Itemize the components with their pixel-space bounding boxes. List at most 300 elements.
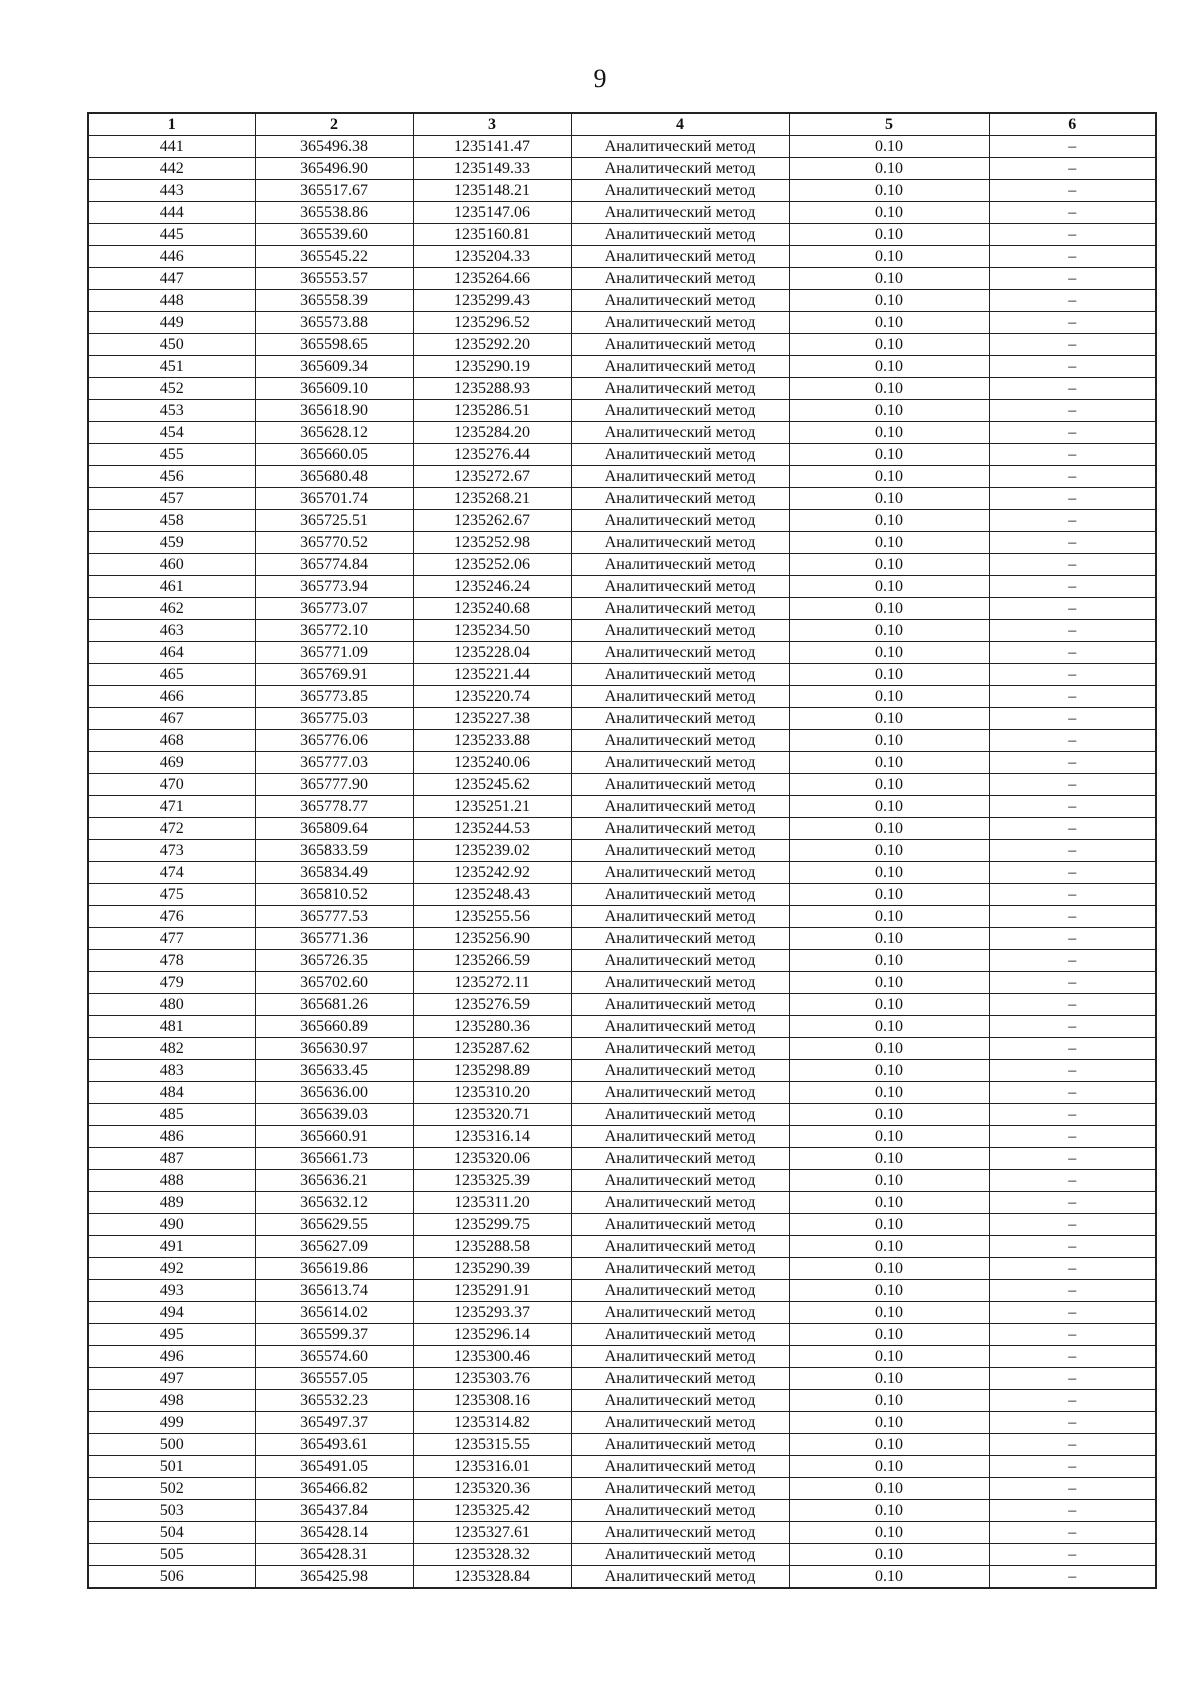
point-number-cell: 443 bbox=[88, 180, 255, 202]
x-coordinate-cell: 365437.84 bbox=[255, 1500, 413, 1522]
column-header: 1 bbox=[88, 113, 255, 136]
point-number-cell: 447 bbox=[88, 268, 255, 290]
table-row bbox=[88, 1302, 1156, 1324]
description-cell: – bbox=[989, 400, 1156, 422]
point-number-cell: 492 bbox=[88, 1258, 255, 1280]
y-coordinate-cell: 1235221.44 bbox=[413, 664, 571, 686]
y-coordinate-cell: 1235303.76 bbox=[413, 1368, 571, 1390]
table-row bbox=[88, 1236, 1156, 1258]
point-number-cell: 458 bbox=[88, 510, 255, 532]
point-number-cell: 467 bbox=[88, 708, 255, 730]
point-number-cell: 478 bbox=[88, 950, 255, 972]
y-coordinate-cell: 1235255.56 bbox=[413, 906, 571, 928]
y-coordinate-cell: 1235292.20 bbox=[413, 334, 571, 356]
accuracy-cell: 0.10 bbox=[789, 1016, 989, 1038]
table-row bbox=[88, 840, 1156, 862]
point-number-cell: 452 bbox=[88, 378, 255, 400]
y-coordinate-cell: 1235268.21 bbox=[413, 488, 571, 510]
table-row bbox=[88, 928, 1156, 950]
table-row bbox=[88, 576, 1156, 598]
accuracy-cell: 0.10 bbox=[789, 180, 989, 202]
description-cell: – bbox=[989, 246, 1156, 268]
point-number-cell: 495 bbox=[88, 1324, 255, 1346]
description-cell: – bbox=[989, 444, 1156, 466]
table-row bbox=[88, 532, 1156, 554]
x-coordinate-cell: 365639.03 bbox=[255, 1104, 413, 1126]
y-coordinate-cell: 1235264.66 bbox=[413, 268, 571, 290]
method-cell: Аналитический метод bbox=[571, 554, 789, 576]
y-coordinate-cell: 1235300.46 bbox=[413, 1346, 571, 1368]
point-number-cell: 486 bbox=[88, 1126, 255, 1148]
accuracy-cell: 0.10 bbox=[789, 334, 989, 356]
x-coordinate-cell: 365496.38 bbox=[255, 136, 413, 158]
description-cell: – bbox=[989, 136, 1156, 158]
description-cell: – bbox=[989, 290, 1156, 312]
table-row bbox=[88, 1192, 1156, 1214]
description-cell: – bbox=[989, 1324, 1156, 1346]
point-number-cell: 485 bbox=[88, 1104, 255, 1126]
y-coordinate-cell: 1235293.37 bbox=[413, 1302, 571, 1324]
description-cell: – bbox=[989, 1390, 1156, 1412]
x-coordinate-cell: 365680.48 bbox=[255, 466, 413, 488]
method-cell: Аналитический метод bbox=[571, 1016, 789, 1038]
x-coordinate-cell: 365778.77 bbox=[255, 796, 413, 818]
x-coordinate-cell: 365636.00 bbox=[255, 1082, 413, 1104]
x-coordinate-cell: 365810.52 bbox=[255, 884, 413, 906]
accuracy-cell: 0.10 bbox=[789, 686, 989, 708]
accuracy-cell: 0.10 bbox=[789, 730, 989, 752]
method-cell: Аналитический метод bbox=[571, 642, 789, 664]
table-row bbox=[88, 510, 1156, 532]
point-number-cell: 472 bbox=[88, 818, 255, 840]
accuracy-cell: 0.10 bbox=[789, 312, 989, 334]
y-coordinate-cell: 1235299.75 bbox=[413, 1214, 571, 1236]
y-coordinate-cell: 1235147.06 bbox=[413, 202, 571, 224]
method-cell: Аналитический метод bbox=[571, 906, 789, 928]
x-coordinate-cell: 365428.31 bbox=[255, 1544, 413, 1566]
table-row bbox=[88, 1456, 1156, 1478]
x-coordinate-cell: 365809.64 bbox=[255, 818, 413, 840]
x-coordinate-cell: 365660.91 bbox=[255, 1126, 413, 1148]
x-coordinate-cell: 365618.90 bbox=[255, 400, 413, 422]
method-cell: Аналитический метод bbox=[571, 532, 789, 554]
table-row bbox=[88, 884, 1156, 906]
accuracy-cell: 0.10 bbox=[789, 576, 989, 598]
x-coordinate-cell: 365553.57 bbox=[255, 268, 413, 290]
method-cell: Аналитический метод bbox=[571, 224, 789, 246]
description-cell: – bbox=[989, 510, 1156, 532]
description-cell: – bbox=[989, 928, 1156, 950]
method-cell: Аналитический метод bbox=[571, 1478, 789, 1500]
method-cell: Аналитический метод bbox=[571, 1412, 789, 1434]
accuracy-cell: 0.10 bbox=[789, 290, 989, 312]
method-cell: Аналитический метод bbox=[571, 136, 789, 158]
accuracy-cell: 0.10 bbox=[789, 928, 989, 950]
x-coordinate-cell: 365497.37 bbox=[255, 1412, 413, 1434]
table-row bbox=[88, 818, 1156, 840]
x-coordinate-cell: 365491.05 bbox=[255, 1456, 413, 1478]
x-coordinate-cell: 365777.03 bbox=[255, 752, 413, 774]
accuracy-cell: 0.10 bbox=[789, 1126, 989, 1148]
table-row bbox=[88, 686, 1156, 708]
table-row bbox=[88, 312, 1156, 334]
x-coordinate-cell: 365776.06 bbox=[255, 730, 413, 752]
method-cell: Аналитический метод bbox=[571, 1060, 789, 1082]
column-header: 3 bbox=[413, 113, 571, 136]
table-row bbox=[88, 400, 1156, 422]
x-coordinate-cell: 365539.60 bbox=[255, 224, 413, 246]
method-cell: Аналитический метод bbox=[571, 1522, 789, 1544]
point-number-cell: 462 bbox=[88, 598, 255, 620]
accuracy-cell: 0.10 bbox=[789, 1258, 989, 1280]
accuracy-cell: 0.10 bbox=[789, 664, 989, 686]
y-coordinate-cell: 1235252.06 bbox=[413, 554, 571, 576]
method-cell: Аналитический метод bbox=[571, 774, 789, 796]
y-coordinate-cell: 1235248.43 bbox=[413, 884, 571, 906]
accuracy-cell: 0.10 bbox=[789, 620, 989, 642]
table-row bbox=[88, 180, 1156, 202]
x-coordinate-cell: 365496.90 bbox=[255, 158, 413, 180]
accuracy-cell: 0.10 bbox=[789, 1434, 989, 1456]
accuracy-cell: 0.10 bbox=[789, 136, 989, 158]
description-cell: – bbox=[989, 554, 1156, 576]
method-cell: Аналитический метод bbox=[571, 1148, 789, 1170]
method-cell: Аналитический метод bbox=[571, 378, 789, 400]
point-number-cell: 504 bbox=[88, 1522, 255, 1544]
description-cell: – bbox=[989, 642, 1156, 664]
description-cell: – bbox=[989, 950, 1156, 972]
y-coordinate-cell: 1235220.74 bbox=[413, 686, 571, 708]
table-row bbox=[88, 246, 1156, 268]
y-coordinate-cell: 1235272.67 bbox=[413, 466, 571, 488]
method-cell: Аналитический метод bbox=[571, 268, 789, 290]
description-cell: – bbox=[989, 378, 1156, 400]
point-number-cell: 449 bbox=[88, 312, 255, 334]
description-cell: – bbox=[989, 1302, 1156, 1324]
y-coordinate-cell: 1235286.51 bbox=[413, 400, 571, 422]
description-cell: – bbox=[989, 180, 1156, 202]
table-row bbox=[88, 620, 1156, 642]
accuracy-cell: 0.10 bbox=[789, 246, 989, 268]
y-coordinate-cell: 1235148.21 bbox=[413, 180, 571, 202]
method-cell: Аналитический метод bbox=[571, 1302, 789, 1324]
accuracy-cell: 0.10 bbox=[789, 906, 989, 928]
method-cell: Аналитический метод bbox=[571, 1390, 789, 1412]
point-number-cell: 466 bbox=[88, 686, 255, 708]
method-cell: Аналитический метод bbox=[571, 1324, 789, 1346]
y-coordinate-cell: 1235310.20 bbox=[413, 1082, 571, 1104]
table-row bbox=[88, 1082, 1156, 1104]
description-cell: – bbox=[989, 1104, 1156, 1126]
accuracy-cell: 0.10 bbox=[789, 1390, 989, 1412]
description-cell: – bbox=[989, 884, 1156, 906]
x-coordinate-cell: 365609.34 bbox=[255, 356, 413, 378]
x-coordinate-cell: 365517.67 bbox=[255, 180, 413, 202]
description-cell: – bbox=[989, 796, 1156, 818]
y-coordinate-cell: 1235251.21 bbox=[413, 796, 571, 818]
point-number-cell: 450 bbox=[88, 334, 255, 356]
point-number-cell: 491 bbox=[88, 1236, 255, 1258]
y-coordinate-cell: 1235240.68 bbox=[413, 598, 571, 620]
accuracy-cell: 0.10 bbox=[789, 818, 989, 840]
point-number-cell: 476 bbox=[88, 906, 255, 928]
accuracy-cell: 0.10 bbox=[789, 466, 989, 488]
point-number-cell: 505 bbox=[88, 1544, 255, 1566]
accuracy-cell: 0.10 bbox=[789, 752, 989, 774]
method-cell: Аналитический метод bbox=[571, 1192, 789, 1214]
description-cell: – bbox=[989, 686, 1156, 708]
y-coordinate-cell: 1235287.62 bbox=[413, 1038, 571, 1060]
y-coordinate-cell: 1235262.67 bbox=[413, 510, 571, 532]
x-coordinate-cell: 365661.73 bbox=[255, 1148, 413, 1170]
accuracy-cell: 0.10 bbox=[789, 400, 989, 422]
table-row bbox=[88, 1038, 1156, 1060]
method-cell: Аналитический метод bbox=[571, 1566, 789, 1589]
accuracy-cell: 0.10 bbox=[789, 796, 989, 818]
y-coordinate-cell: 1235288.93 bbox=[413, 378, 571, 400]
description-cell: – bbox=[989, 158, 1156, 180]
point-number-cell: 441 bbox=[88, 136, 255, 158]
x-coordinate-cell: 365629.55 bbox=[255, 1214, 413, 1236]
x-coordinate-cell: 365545.22 bbox=[255, 246, 413, 268]
method-cell: Аналитический метод bbox=[571, 664, 789, 686]
point-number-cell: 471 bbox=[88, 796, 255, 818]
table-row bbox=[88, 642, 1156, 664]
y-coordinate-cell: 1235299.43 bbox=[413, 290, 571, 312]
y-coordinate-cell: 1235245.62 bbox=[413, 774, 571, 796]
x-coordinate-cell: 365770.52 bbox=[255, 532, 413, 554]
method-cell: Аналитический метод bbox=[571, 884, 789, 906]
point-number-cell: 463 bbox=[88, 620, 255, 642]
method-cell: Аналитический метод bbox=[571, 334, 789, 356]
method-cell: Аналитический метод bbox=[571, 708, 789, 730]
x-coordinate-cell: 365609.10 bbox=[255, 378, 413, 400]
point-number-cell: 453 bbox=[88, 400, 255, 422]
method-cell: Аналитический метод bbox=[571, 1038, 789, 1060]
x-coordinate-cell: 365702.60 bbox=[255, 972, 413, 994]
method-cell: Аналитический метод bbox=[571, 422, 789, 444]
method-cell: Аналитический метод bbox=[571, 1214, 789, 1236]
method-cell: Аналитический метод bbox=[571, 796, 789, 818]
y-coordinate-cell: 1235242.92 bbox=[413, 862, 571, 884]
point-number-cell: 499 bbox=[88, 1412, 255, 1434]
description-cell: – bbox=[989, 1148, 1156, 1170]
y-coordinate-cell: 1235160.81 bbox=[413, 224, 571, 246]
accuracy-cell: 0.10 bbox=[789, 1412, 989, 1434]
table-row bbox=[88, 466, 1156, 488]
description-cell: – bbox=[989, 488, 1156, 510]
accuracy-cell: 0.10 bbox=[789, 1192, 989, 1214]
method-cell: Аналитический метод bbox=[571, 598, 789, 620]
accuracy-cell: 0.10 bbox=[789, 972, 989, 994]
description-cell: – bbox=[989, 1060, 1156, 1082]
y-coordinate-cell: 1235327.61 bbox=[413, 1522, 571, 1544]
description-cell: – bbox=[989, 1346, 1156, 1368]
accuracy-cell: 0.10 bbox=[789, 642, 989, 664]
description-cell: – bbox=[989, 1566, 1156, 1589]
method-cell: Аналитический метод bbox=[571, 290, 789, 312]
accuracy-cell: 0.10 bbox=[789, 1368, 989, 1390]
accuracy-cell: 0.10 bbox=[789, 1082, 989, 1104]
table-row bbox=[88, 1016, 1156, 1038]
y-coordinate-cell: 1235298.89 bbox=[413, 1060, 571, 1082]
table-row bbox=[88, 906, 1156, 928]
accuracy-cell: 0.10 bbox=[789, 1148, 989, 1170]
column-header: 6 bbox=[989, 113, 1156, 136]
description-cell: – bbox=[989, 708, 1156, 730]
y-coordinate-cell: 1235320.36 bbox=[413, 1478, 571, 1500]
description-cell: – bbox=[989, 1544, 1156, 1566]
x-coordinate-cell: 365628.12 bbox=[255, 422, 413, 444]
description-cell: – bbox=[989, 1434, 1156, 1456]
method-cell: Аналитический метод bbox=[571, 1126, 789, 1148]
x-coordinate-cell: 365773.94 bbox=[255, 576, 413, 598]
column-header: 4 bbox=[571, 113, 789, 136]
y-coordinate-cell: 1235234.50 bbox=[413, 620, 571, 642]
point-number-cell: 488 bbox=[88, 1170, 255, 1192]
point-number-cell: 501 bbox=[88, 1456, 255, 1478]
point-number-cell: 465 bbox=[88, 664, 255, 686]
description-cell: – bbox=[989, 730, 1156, 752]
description-cell: – bbox=[989, 532, 1156, 554]
accuracy-cell: 0.10 bbox=[789, 1522, 989, 1544]
point-number-cell: 483 bbox=[88, 1060, 255, 1082]
x-coordinate-cell: 365633.45 bbox=[255, 1060, 413, 1082]
x-coordinate-cell: 365598.65 bbox=[255, 334, 413, 356]
table-row bbox=[88, 224, 1156, 246]
table-row bbox=[88, 1060, 1156, 1082]
description-cell: – bbox=[989, 1280, 1156, 1302]
table-row bbox=[88, 1390, 1156, 1412]
description-cell: – bbox=[989, 906, 1156, 928]
point-number-cell: 494 bbox=[88, 1302, 255, 1324]
method-cell: Аналитический метод bbox=[571, 1544, 789, 1566]
point-number-cell: 490 bbox=[88, 1214, 255, 1236]
table-row bbox=[88, 1544, 1156, 1566]
coordinates-table bbox=[87, 112, 1157, 1589]
table-row bbox=[88, 202, 1156, 224]
description-cell: – bbox=[989, 752, 1156, 774]
point-number-cell: 448 bbox=[88, 290, 255, 312]
method-cell: Аналитический метод bbox=[571, 994, 789, 1016]
method-cell: Аналитический метод bbox=[571, 444, 789, 466]
point-number-cell: 482 bbox=[88, 1038, 255, 1060]
method-cell: Аналитический метод bbox=[571, 1236, 789, 1258]
y-coordinate-cell: 1235290.39 bbox=[413, 1258, 571, 1280]
point-number-cell: 480 bbox=[88, 994, 255, 1016]
accuracy-cell: 0.10 bbox=[789, 1566, 989, 1589]
y-coordinate-cell: 1235284.20 bbox=[413, 422, 571, 444]
point-number-cell: 498 bbox=[88, 1390, 255, 1412]
accuracy-cell: 0.10 bbox=[789, 1544, 989, 1566]
description-cell: – bbox=[989, 1456, 1156, 1478]
x-coordinate-cell: 365466.82 bbox=[255, 1478, 413, 1500]
description-cell: – bbox=[989, 664, 1156, 686]
x-coordinate-cell: 365428.14 bbox=[255, 1522, 413, 1544]
table-row bbox=[88, 862, 1156, 884]
x-coordinate-cell: 365772.10 bbox=[255, 620, 413, 642]
description-cell: – bbox=[989, 598, 1156, 620]
x-coordinate-cell: 365493.61 bbox=[255, 1434, 413, 1456]
table-row bbox=[88, 1500, 1156, 1522]
table-row bbox=[88, 730, 1156, 752]
description-cell: – bbox=[989, 972, 1156, 994]
y-coordinate-cell: 1235325.42 bbox=[413, 1500, 571, 1522]
table-row bbox=[88, 1566, 1156, 1589]
method-cell: Аналитический метод bbox=[571, 1170, 789, 1192]
table-row bbox=[88, 554, 1156, 576]
accuracy-cell: 0.10 bbox=[789, 1324, 989, 1346]
method-cell: Аналитический метод bbox=[571, 1500, 789, 1522]
y-coordinate-cell: 1235256.90 bbox=[413, 928, 571, 950]
description-cell: – bbox=[989, 1258, 1156, 1280]
y-coordinate-cell: 1235315.55 bbox=[413, 1434, 571, 1456]
accuracy-cell: 0.10 bbox=[789, 950, 989, 972]
column-header: 5 bbox=[789, 113, 989, 136]
y-coordinate-cell: 1235311.20 bbox=[413, 1192, 571, 1214]
table-row bbox=[88, 598, 1156, 620]
accuracy-cell: 0.10 bbox=[789, 510, 989, 532]
table-row bbox=[88, 1434, 1156, 1456]
y-coordinate-cell: 1235288.58 bbox=[413, 1236, 571, 1258]
description-cell: – bbox=[989, 862, 1156, 884]
description-cell: – bbox=[989, 840, 1156, 862]
description-cell: – bbox=[989, 1412, 1156, 1434]
method-cell: Аналитический метод bbox=[571, 730, 789, 752]
y-coordinate-cell: 1235141.47 bbox=[413, 136, 571, 158]
method-cell: Аналитический метод bbox=[571, 620, 789, 642]
table-body bbox=[88, 136, 1156, 1589]
description-cell: – bbox=[989, 1214, 1156, 1236]
description-cell: – bbox=[989, 1368, 1156, 1390]
accuracy-cell: 0.10 bbox=[789, 1500, 989, 1522]
point-number-cell: 493 bbox=[88, 1280, 255, 1302]
table-row bbox=[88, 994, 1156, 1016]
x-coordinate-cell: 365773.85 bbox=[255, 686, 413, 708]
point-number-cell: 461 bbox=[88, 576, 255, 598]
x-coordinate-cell: 365632.12 bbox=[255, 1192, 413, 1214]
y-coordinate-cell: 1235296.14 bbox=[413, 1324, 571, 1346]
point-number-cell: 460 bbox=[88, 554, 255, 576]
method-cell: Аналитический метод bbox=[571, 1346, 789, 1368]
method-cell: Аналитический метод bbox=[571, 202, 789, 224]
table-row bbox=[88, 422, 1156, 444]
point-number-cell: 489 bbox=[88, 1192, 255, 1214]
y-coordinate-cell: 1235314.82 bbox=[413, 1412, 571, 1434]
accuracy-cell: 0.10 bbox=[789, 774, 989, 796]
x-coordinate-cell: 365619.86 bbox=[255, 1258, 413, 1280]
point-number-cell: 469 bbox=[88, 752, 255, 774]
description-cell: – bbox=[989, 620, 1156, 642]
method-cell: Аналитический метод bbox=[571, 840, 789, 862]
x-coordinate-cell: 365726.35 bbox=[255, 950, 413, 972]
y-coordinate-cell: 1235280.36 bbox=[413, 1016, 571, 1038]
accuracy-cell: 0.10 bbox=[789, 1280, 989, 1302]
point-number-cell: 468 bbox=[88, 730, 255, 752]
point-number-cell: 470 bbox=[88, 774, 255, 796]
method-cell: Аналитический метод bbox=[571, 400, 789, 422]
table-row bbox=[88, 1148, 1156, 1170]
y-coordinate-cell: 1235320.06 bbox=[413, 1148, 571, 1170]
point-number-cell: 464 bbox=[88, 642, 255, 664]
description-cell: – bbox=[989, 356, 1156, 378]
table-row bbox=[88, 1280, 1156, 1302]
table-row bbox=[88, 1346, 1156, 1368]
description-cell: – bbox=[989, 224, 1156, 246]
description-cell: – bbox=[989, 818, 1156, 840]
table-row bbox=[88, 1126, 1156, 1148]
point-number-cell: 503 bbox=[88, 1500, 255, 1522]
